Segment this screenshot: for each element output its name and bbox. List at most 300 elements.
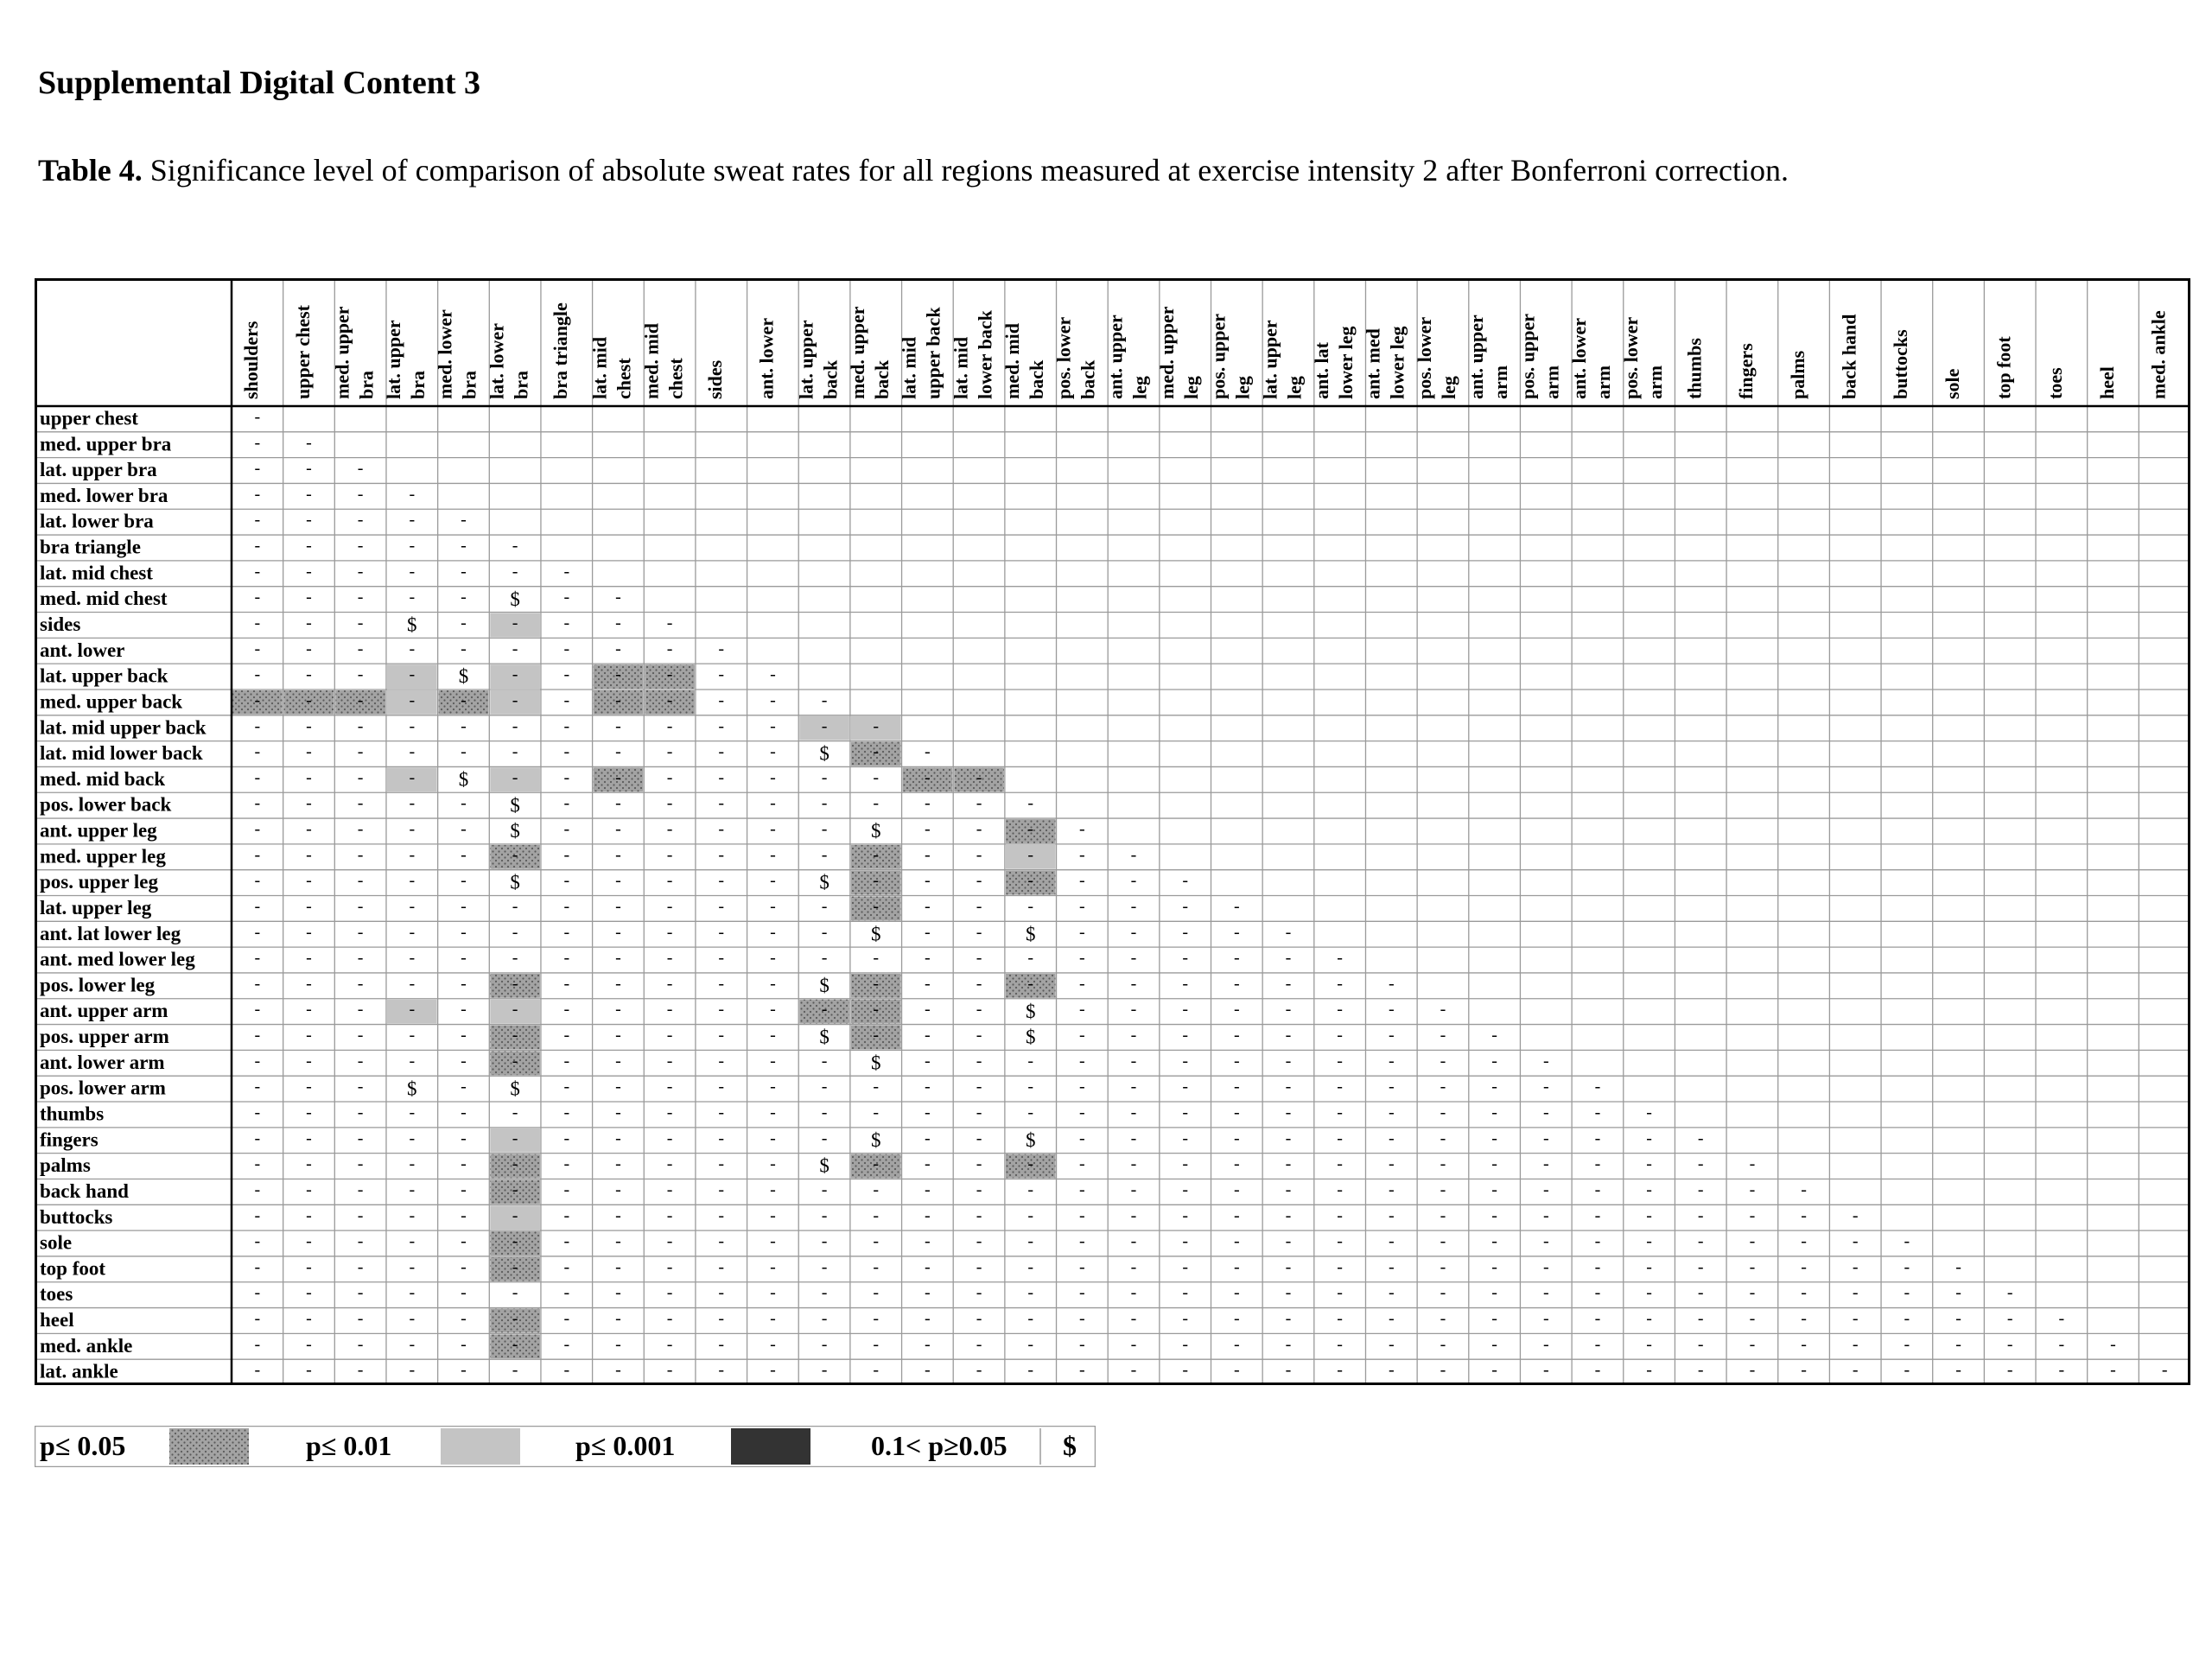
cell-not-significant: - <box>306 1360 312 1380</box>
cell-not-significant: - <box>357 1103 364 1122</box>
cell-not-significant: - <box>873 845 880 865</box>
cell-trend: $ <box>458 768 469 791</box>
cell-not-significant: - <box>1337 1257 1343 1277</box>
row-header: med. mid chest <box>40 588 168 610</box>
cell-not-significant: - <box>1233 1179 1240 1199</box>
cell-not-significant: - <box>1079 1154 1085 1174</box>
cell-not-significant: - <box>1285 1154 1292 1174</box>
cell-not-significant: - <box>925 1309 931 1329</box>
column-header <box>331 306 377 399</box>
cell-not-significant: - <box>1079 1000 1085 1020</box>
cell-not-significant: - <box>718 1154 725 1174</box>
cell-not-significant: - <box>718 1309 725 1329</box>
cell-not-significant: - <box>1646 1128 1652 1148</box>
column-header-line: lat. mid <box>588 336 611 399</box>
cell-not-significant: - <box>925 1231 931 1251</box>
cell-not-significant: - <box>254 536 261 556</box>
cell-not-significant: - <box>718 922 725 942</box>
legend-swatch-p0001 <box>731 1428 810 1465</box>
cell-not-significant: - <box>770 1026 776 1046</box>
cell-not-significant: - <box>821 1309 828 1329</box>
column-header <box>1993 336 2014 399</box>
cell-not-significant: - <box>1130 1154 1137 1174</box>
cell-not-significant: - <box>409 1283 416 1303</box>
cell-not-significant: - <box>1130 896 1137 916</box>
cell-not-significant: - <box>563 742 570 762</box>
cell-not-significant: - <box>821 1179 828 1199</box>
cell-not-significant: - <box>1491 1077 1497 1096</box>
column-header <box>1104 315 1150 399</box>
cell-not-significant: - <box>770 793 776 813</box>
row-header: buttocks <box>40 1205 113 1228</box>
cell-not-significant: - <box>512 690 518 710</box>
cell-trend: $ <box>407 1077 417 1100</box>
cell-not-significant: - <box>306 871 312 891</box>
cell-not-significant: - <box>1955 1334 1961 1354</box>
column-header-line: ant. upper <box>1104 315 1127 399</box>
cell-not-significant: - <box>254 1000 261 1020</box>
cell-not-significant: - <box>2110 1334 2116 1354</box>
cell-not-significant: - <box>718 1051 725 1071</box>
cell-not-significant: - <box>821 819 828 839</box>
cell-not-significant: - <box>666 1334 673 1354</box>
cell-not-significant: - <box>666 845 673 865</box>
cell-not-significant: - <box>1233 974 1240 994</box>
cell-not-significant: - <box>666 1205 673 1225</box>
column-header <box>240 321 262 399</box>
cell-not-significant: - <box>1027 1334 1034 1354</box>
cell-not-significant: - <box>615 948 621 968</box>
cell-not-significant: - <box>1182 1257 1189 1277</box>
column-header <box>486 323 531 399</box>
cell-not-significant: - <box>2058 1309 2065 1329</box>
column-header <box>589 337 635 399</box>
column-header <box>1414 316 1459 399</box>
cell-not-significant: - <box>1388 1179 1395 1199</box>
cell-not-significant: - <box>1130 1051 1137 1071</box>
cell-not-significant: - <box>1852 1231 1859 1251</box>
cell-not-significant: - <box>1027 974 1034 994</box>
cell-not-significant: - <box>306 793 312 813</box>
row-header: pos. upper leg <box>40 871 158 893</box>
column-header-line: lat. mid <box>898 336 920 399</box>
cell-not-significant: - <box>770 974 776 994</box>
cell-not-significant: - <box>512 896 518 916</box>
cell-not-significant: - <box>821 1334 828 1354</box>
row-header: upper chest <box>40 407 138 429</box>
cell-not-significant: - <box>563 1360 570 1380</box>
cell-not-significant: - <box>357 639 364 658</box>
cell-not-significant: - <box>306 1026 312 1046</box>
cell-not-significant: - <box>1904 1283 1910 1303</box>
cell-not-significant: - <box>615 1154 621 1174</box>
cell-not-significant: - <box>770 819 776 839</box>
cell-not-significant: - <box>1542 1051 1549 1071</box>
cell-not-significant: - <box>461 588 467 607</box>
cell-not-significant: - <box>1388 1154 1395 1174</box>
cell-not-significant: - <box>1440 1334 1446 1354</box>
cell-not-significant: - <box>1233 1231 1240 1251</box>
column-header <box>550 302 571 399</box>
cell-not-significant: - <box>1182 896 1189 916</box>
cell-not-significant: - <box>615 767 621 787</box>
cell-not-significant: - <box>409 1179 416 1199</box>
cell-not-significant: - <box>925 845 931 865</box>
cell-not-significant: - <box>1130 1257 1137 1277</box>
column-header-line: arm <box>1643 365 1666 399</box>
cell-not-significant: - <box>2006 1309 2013 1329</box>
cell-not-significant: - <box>306 690 312 710</box>
cell-not-significant: - <box>1233 1103 1240 1122</box>
cell-not-significant: - <box>357 1309 364 1329</box>
cell-not-significant: - <box>512 1283 518 1303</box>
cell-not-significant: - <box>1027 896 1034 916</box>
cell-not-significant: - <box>1027 1051 1034 1071</box>
cell-not-significant: - <box>1646 1334 1652 1354</box>
cell-not-significant: - <box>718 1000 725 1020</box>
column-header-line: back <box>1025 359 1047 399</box>
cell-not-significant: - <box>615 819 621 839</box>
row-header: med. mid back <box>40 767 166 790</box>
cell-not-significant: - <box>1440 1257 1446 1277</box>
column-header-line: med. upper <box>1155 306 1178 399</box>
cell-not-significant: - <box>409 690 416 710</box>
cell-not-significant: - <box>1337 1077 1343 1096</box>
cell-not-significant: - <box>563 1051 570 1071</box>
cell-not-significant: - <box>1079 871 1085 891</box>
cell-not-significant: - <box>615 1000 621 1020</box>
cell-not-significant: - <box>770 1154 776 1174</box>
cell-not-significant: - <box>1749 1334 1756 1354</box>
cell-not-significant: - <box>1955 1283 1961 1303</box>
row-header: med. ankle <box>40 1334 133 1357</box>
cell-not-significant: - <box>873 1309 880 1329</box>
cell-not-significant: - <box>512 974 518 994</box>
column-header-line: leg <box>1179 376 1202 399</box>
cell-not-significant: - <box>615 1205 621 1225</box>
cell-not-significant: - <box>1646 1231 1652 1251</box>
column-header-line: lower leg <box>1334 326 1357 399</box>
cell-not-significant: - <box>306 922 312 942</box>
cell-not-significant: - <box>357 974 364 994</box>
cell-trend: $ <box>510 1077 520 1100</box>
cell-not-significant: - <box>409 1128 416 1148</box>
cell-not-significant: - <box>1027 845 1034 865</box>
cell-not-significant: - <box>461 974 467 994</box>
cell-not-significant: - <box>461 742 467 762</box>
cell-not-significant: - <box>563 1154 570 1174</box>
cell-not-significant: - <box>976 1026 982 1046</box>
column-header-line: lat. upper <box>383 320 405 399</box>
cell-not-significant: - <box>718 1283 725 1303</box>
cell-not-significant: - <box>1182 1154 1189 1174</box>
cell-not-significant: - <box>615 1179 621 1199</box>
cell-not-significant: - <box>563 1026 570 1046</box>
cell-not-significant: - <box>1542 1334 1549 1354</box>
cell-not-significant: - <box>976 1051 982 1071</box>
cell-not-significant: - <box>615 613 621 633</box>
cell-not-significant: - <box>254 1179 261 1199</box>
row-header: ant. lower arm <box>40 1051 165 1073</box>
cell-not-significant: - <box>615 1309 621 1329</box>
cell-not-significant: - <box>718 690 725 710</box>
column-header-line: back <box>1077 359 1099 399</box>
cell-not-significant: - <box>1285 922 1292 942</box>
cell-not-significant: - <box>718 639 725 658</box>
cell-not-significant: - <box>770 922 776 942</box>
cell-not-significant: - <box>1079 896 1085 916</box>
cell-not-significant: - <box>666 1309 673 1329</box>
cell-not-significant: - <box>563 664 570 684</box>
cell-not-significant: - <box>770 1179 776 1199</box>
cell-not-significant: - <box>821 922 828 942</box>
page-heading: Supplemental Digital Content 3 <box>38 65 480 101</box>
column-header-line: palms <box>1786 350 1808 399</box>
cell-not-significant: - <box>563 588 570 607</box>
cell-not-significant: - <box>770 690 776 710</box>
cell-not-significant: - <box>1388 1283 1395 1303</box>
cell-not-significant: - <box>615 793 621 813</box>
cell-not-significant: - <box>718 1103 725 1122</box>
table-caption-text: Significance level of comparison of absolute sweat rates for all regions measured at exercise intensity 2 after Bonferroni correction. <box>149 153 1789 188</box>
cell-not-significant: - <box>615 1231 621 1251</box>
column-header-line: leg <box>1128 376 1151 399</box>
cell-not-significant: - <box>666 1154 673 1174</box>
cell-not-significant: - <box>1233 1077 1240 1096</box>
cell-not-significant: - <box>1182 1103 1189 1122</box>
cell-not-significant: - <box>254 562 261 582</box>
cell-trend: $ <box>819 1154 830 1177</box>
column-header <box>292 304 314 399</box>
cell-not-significant: - <box>1491 1360 1497 1380</box>
cell-not-significant: - <box>666 664 673 684</box>
cell-not-significant: - <box>1440 1309 1446 1329</box>
cell-not-significant: - <box>718 793 725 813</box>
column-header-line: arm <box>1489 365 1511 399</box>
cell-not-significant: - <box>666 1179 673 1199</box>
column-header-line: med. mid <box>1001 323 1023 399</box>
cell-not-significant: - <box>1285 1309 1292 1329</box>
cell-not-significant: - <box>1285 1128 1292 1148</box>
cell-not-significant: - <box>718 767 725 787</box>
cell-not-significant: - <box>306 588 312 607</box>
cell-not-significant: - <box>615 974 621 994</box>
column-header-line: fingers <box>1735 343 1758 399</box>
row-header: ant. lower <box>40 639 125 661</box>
cell-not-significant: - <box>770 1051 776 1071</box>
cell-not-significant: - <box>1749 1309 1756 1329</box>
cell-not-significant: - <box>1697 1154 1704 1174</box>
cell-not-significant: - <box>461 1051 467 1071</box>
cell-not-significant: - <box>1646 1179 1652 1199</box>
cell-not-significant: - <box>409 1334 416 1354</box>
cell-not-significant: - <box>925 948 931 968</box>
cell-not-significant: - <box>873 1334 880 1354</box>
cell-not-significant: - <box>1904 1257 1910 1277</box>
cell-not-significant: - <box>512 1000 518 1020</box>
cell-not-significant: - <box>1801 1334 1807 1354</box>
cell-trend: $ <box>1025 1026 1036 1048</box>
cell-not-significant: - <box>2058 1360 2065 1380</box>
cell-not-significant: - <box>666 1128 673 1148</box>
cell-not-significant: - <box>306 1077 312 1096</box>
cell-not-significant: - <box>1337 1231 1343 1251</box>
cell-not-significant: - <box>357 819 364 839</box>
row-header: sides <box>40 613 81 635</box>
cell-not-significant: - <box>1285 1026 1292 1046</box>
cell-not-significant: - <box>1079 1257 1085 1277</box>
cell-not-significant: - <box>461 1334 467 1354</box>
cell-not-significant: - <box>357 1205 364 1225</box>
cell-not-significant: - <box>1388 1257 1395 1277</box>
cell-not-significant: - <box>1697 1360 1704 1380</box>
cell-not-significant: - <box>306 1154 312 1174</box>
cell-not-significant: - <box>718 974 725 994</box>
cell-not-significant: - <box>666 742 673 762</box>
cell-trend: $ <box>870 923 881 945</box>
cell-not-significant: - <box>1079 1334 1085 1354</box>
cell-not-significant: - <box>666 767 673 787</box>
cell-not-significant: - <box>254 690 261 710</box>
cell-not-significant: - <box>1440 1231 1446 1251</box>
cell-not-significant: - <box>357 742 364 762</box>
cell-not-significant: - <box>512 1154 518 1174</box>
cell-not-significant: - <box>461 1360 467 1380</box>
cell-trend: $ <box>819 1026 830 1048</box>
column-header <box>1001 323 1047 399</box>
cell-not-significant: - <box>1594 1334 1601 1354</box>
cell-not-significant: - <box>1491 1334 1497 1354</box>
cell-not-significant: - <box>718 1360 725 1380</box>
cell-not-significant: - <box>1955 1309 1961 1329</box>
cell-not-significant: - <box>1594 1154 1601 1174</box>
cell-not-significant: - <box>1749 1179 1756 1199</box>
cell-not-significant: - <box>2110 1360 2116 1380</box>
cell-not-significant: - <box>718 896 725 916</box>
cell-not-significant: - <box>976 845 982 865</box>
cell-not-significant: - <box>770 767 776 787</box>
cell-not-significant: - <box>976 1000 982 1020</box>
cell-not-significant: - <box>1182 948 1189 968</box>
cell-not-significant: - <box>254 484 261 504</box>
cell-not-significant: - <box>821 1051 828 1071</box>
cell-not-significant: - <box>1337 948 1343 968</box>
cell-not-significant: - <box>461 1077 467 1096</box>
cell-not-significant: - <box>666 1360 673 1380</box>
cell-not-significant: - <box>821 1000 828 1020</box>
cell-not-significant: - <box>306 562 312 582</box>
column-header-line: upper back <box>922 307 944 399</box>
cell-trend: $ <box>870 1128 881 1151</box>
cell-not-significant: - <box>409 896 416 916</box>
cell-not-significant: - <box>976 1128 982 1148</box>
cell-not-significant: - <box>1337 1000 1343 1020</box>
cell-trend: $ <box>870 1052 881 1074</box>
cell-not-significant: - <box>770 716 776 736</box>
column-header <box>1517 314 1563 399</box>
row-header: lat. mid chest <box>40 562 153 584</box>
cell-not-significant: - <box>1904 1309 1910 1329</box>
cell-not-significant: - <box>976 1103 982 1122</box>
cell-not-significant: - <box>1491 1026 1497 1046</box>
cell-not-significant: - <box>1182 1231 1189 1251</box>
column-header <box>1156 306 1202 399</box>
cell-not-significant: - <box>873 1103 880 1122</box>
cell-not-significant: - <box>461 716 467 736</box>
cell-not-significant: - <box>409 948 416 968</box>
row-header: ant. lat lower leg <box>40 922 181 944</box>
cell-not-significant: - <box>718 871 725 891</box>
cell-not-significant: - <box>254 433 261 453</box>
cell-not-significant: - <box>409 1205 416 1225</box>
column-header <box>1620 316 1666 399</box>
cell-not-significant: - <box>615 922 621 942</box>
cell-not-significant: - <box>254 1103 261 1122</box>
cell-not-significant: - <box>1852 1309 1859 1329</box>
cell-not-significant: - <box>357 588 364 607</box>
cell-not-significant: - <box>357 484 364 504</box>
cell-not-significant: - <box>357 1257 364 1277</box>
cell-not-significant: - <box>1027 1283 1034 1303</box>
cell-not-significant: - <box>563 1231 570 1251</box>
cell-not-significant: - <box>1079 1128 1085 1148</box>
cell-not-significant: - <box>666 793 673 813</box>
cell-not-significant: - <box>1337 1026 1343 1046</box>
cell-not-significant: - <box>357 613 364 633</box>
cell-not-significant: - <box>254 871 261 891</box>
cell-not-significant: - <box>306 510 312 530</box>
cell-not-significant: - <box>409 510 416 530</box>
cell-not-significant: - <box>461 562 467 582</box>
cell-not-significant: - <box>254 948 261 968</box>
row-header: lat. upper bra <box>40 459 157 481</box>
cell-not-significant: - <box>563 1179 570 1199</box>
cell-not-significant: - <box>873 793 880 813</box>
cell-not-significant: - <box>409 793 416 813</box>
column-header-line: arm <box>1592 365 1615 399</box>
cell-not-significant: - <box>254 1334 261 1354</box>
cell-not-significant: - <box>1130 1000 1137 1020</box>
cell-not-significant: - <box>615 1128 621 1148</box>
cell-not-significant: - <box>306 1309 312 1329</box>
column-header <box>950 309 995 399</box>
cell-not-significant: - <box>306 459 312 479</box>
cell-not-significant: - <box>925 974 931 994</box>
column-header-line: med. upper <box>331 306 353 399</box>
column-header-line: lat. upper <box>1259 320 1281 399</box>
cell-not-significant: - <box>821 1077 828 1096</box>
cell-not-significant: - <box>357 459 364 479</box>
cell-not-significant: - <box>461 690 467 710</box>
cell-not-significant: - <box>1027 1257 1034 1277</box>
row-header: lat. ankle <box>40 1360 118 1382</box>
cell-not-significant: - <box>718 664 725 684</box>
cell-not-significant: - <box>770 1283 776 1303</box>
cell-not-significant: - <box>357 690 364 710</box>
cell-not-significant: - <box>254 1128 261 1148</box>
cell-not-significant: - <box>770 1077 776 1096</box>
cell-not-significant: - <box>1491 1257 1497 1277</box>
cell-not-significant: - <box>1233 1128 1240 1148</box>
column-header <box>2147 310 2169 399</box>
cell-not-significant: - <box>1182 1026 1189 1046</box>
cell-not-significant: - <box>976 1283 982 1303</box>
column-header-line: sides <box>704 359 727 399</box>
cell-not-significant: - <box>254 459 261 479</box>
cell-not-significant: - <box>1904 1360 1910 1380</box>
cell-not-significant: - <box>512 1309 518 1329</box>
column-header-line: lat. lower <box>486 323 508 399</box>
